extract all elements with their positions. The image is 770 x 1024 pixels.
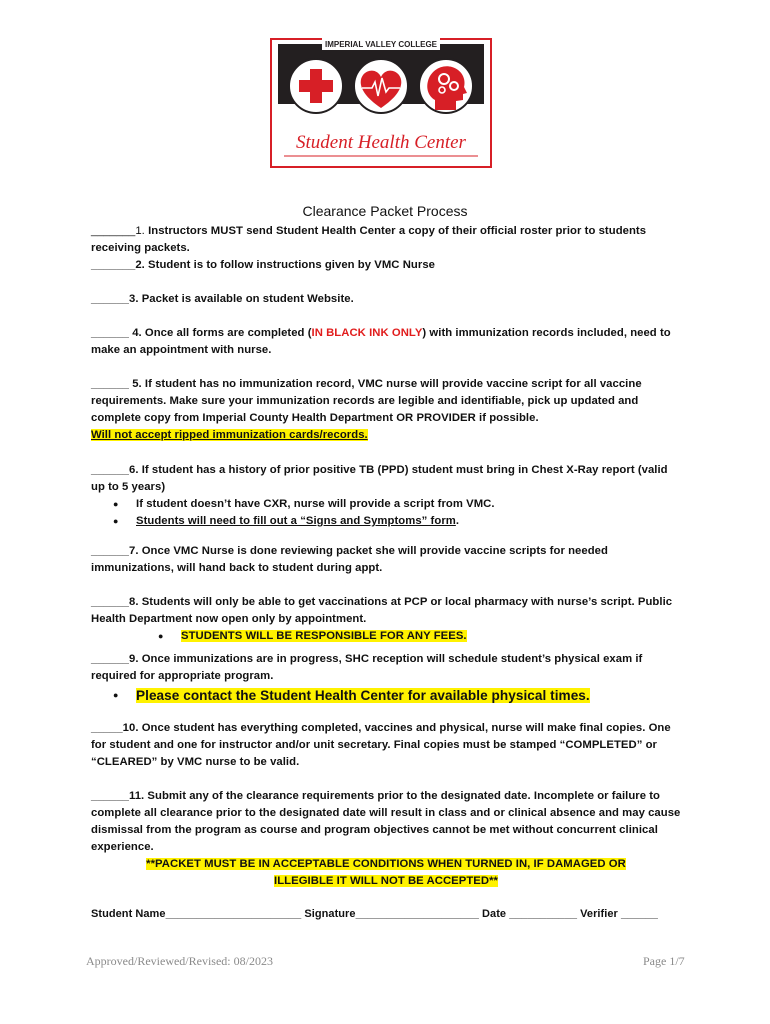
step-blank: ______: [91, 790, 129, 802]
step-3: [91, 291, 681, 308]
step-9-bullets: [91, 687, 681, 706]
heart-ekg-icon: [354, 59, 408, 113]
physical-times-notice: Please contact the Student Health Center for available physical times.: [136, 688, 590, 703]
step-6-bullets: [91, 496, 681, 530]
step-text: 4. Once all forms are completed (: [129, 327, 312, 339]
step-blank: _____: [91, 722, 123, 734]
list-item: ● If student doesn’t have CXR, nurse will provide a script from VMC.: [91, 496, 681, 513]
step-10: [91, 720, 681, 771]
step-8-bullets: [91, 628, 681, 645]
step-text: 10. Once student has everything completed, vaccines and physical, nurse will make final copies. One for student and one for instructor and/or unit secretary. Final copies must be stamped “COMPLETED” or “CLEARED” by VMC nurse to be valid.: [91, 722, 671, 768]
step-blank: ______: [91, 378, 129, 390]
warning-line-2: ILLEGIBLE IT WILL NOT BE ACCEPTED**: [274, 875, 498, 887]
verifier-label: Verifier: [577, 908, 621, 920]
footer-page-number: Page 1/7: [643, 954, 685, 968]
page-title: Clearance Packet Process: [302, 203, 468, 219]
step-blank: _______: [91, 225, 136, 237]
step-blank: ______: [91, 464, 129, 476]
ripped-cards-notice: Will not accept ripped immunization cards/records.: [91, 429, 368, 441]
logo-college-name: IMPERIAL VALLEY COLLEGE: [324, 40, 438, 49]
step-text: 5. If student has no immunization record, VMC nurse will provide vaccine script for all vaccine requirements. Make sure your immunization records are legible and identifiable, pick up updated and complete copy from Imperial County Health Department OR PROVIDER if possible.: [91, 378, 642, 424]
signature-line: [91, 906, 681, 923]
step-blank: ______: [91, 293, 129, 305]
step-blank: ______: [91, 327, 129, 339]
list-item: [91, 513, 681, 530]
logo-center-name: Student Health Center: [296, 132, 466, 153]
black-ink-warning: IN BLACK INK ONLY: [311, 327, 423, 339]
step-9: [91, 651, 681, 706]
step-text: 9. Once immunizations are in progress, SHC reception will schedule student’s physical exam if required for appropriate program.: [91, 653, 643, 682]
step-4: [91, 325, 681, 359]
step-text: 6. If student has a history of prior positive TB (PPD) student must bring in Chest X-Ray report (valid up to 5 years): [91, 464, 668, 493]
step-text: 11. Submit any of the clearance requirements prior to the designated date. Incomplete or failure to complete all clearance prior to the designated date will result in class and or clinical absence and may cause dismissal from the program as course and program objectives cannot be met without concurrent clinical experience.: [91, 790, 681, 853]
list-item: [91, 687, 681, 706]
step-8: [91, 594, 681, 645]
step-blank: ______: [91, 545, 129, 557]
verifier-field[interactable]: ______: [620, 908, 658, 920]
step-11: [91, 788, 681, 856]
step-text: 7. Once VMC Nurse is done reviewing packet she will provide vaccine scripts for needed immunizations, will hand back to student during appt.: [91, 545, 608, 574]
step-6: [91, 462, 681, 530]
signature-label: Signature: [301, 908, 356, 920]
step-number: 1.: [135, 225, 145, 237]
step-text: 8. Students will only be able to get vaccinations at PCP or local pharmacy with nurse’s script. Public Health Department now open only by appointment.: [91, 596, 673, 625]
signature-field[interactable]: ____________________: [355, 908, 479, 920]
step-text: Instructors MUST send Student Health Center a copy of their official roster prior to students receiving packets.: [91, 225, 647, 254]
step-1: [91, 223, 681, 257]
packet-condition-warning: [91, 856, 681, 890]
warning-line-1: **PACKET MUST BE IN ACCEPTABLE CONDITIONS WHEN TURNED IN, IF DAMAGED OR: [146, 858, 626, 870]
red-cross-icon: [289, 59, 343, 113]
student-name-label: Student Name: [91, 908, 166, 920]
step-text: 2. Student is to follow instructions given by VMC Nurse: [135, 259, 435, 271]
footer-revision-date: Approved/Reviewed/Revised: 08/2023: [86, 954, 273, 968]
bullet-end: .: [455, 515, 460, 527]
date-field[interactable]: ___________: [509, 908, 578, 920]
step-text-continued: ) with immunization records included, need to make an appointment with nurse.: [91, 327, 671, 356]
student-name-field[interactable]: ______________________: [165, 908, 302, 920]
fees-notice: STUDENTS WILL BE RESPONSIBLE FOR ANY FEES.: [181, 630, 467, 642]
date-label: Date: [478, 908, 510, 920]
head-gears-icon: [419, 59, 473, 113]
list-item: [136, 628, 681, 645]
step-blank: ______: [91, 596, 129, 608]
student-health-center-logo: [270, 38, 492, 168]
step-blank: ______: [91, 653, 129, 665]
step-text: 3. Packet is available on student Website.: [129, 293, 354, 305]
step-blank: _______: [91, 259, 136, 271]
signs-symptoms-form-note: Students will need to fill out a “Signs and Symptoms” form: [136, 515, 456, 527]
step-5: [91, 376, 681, 444]
step-2: [91, 257, 681, 274]
step-7: [91, 543, 681, 577]
